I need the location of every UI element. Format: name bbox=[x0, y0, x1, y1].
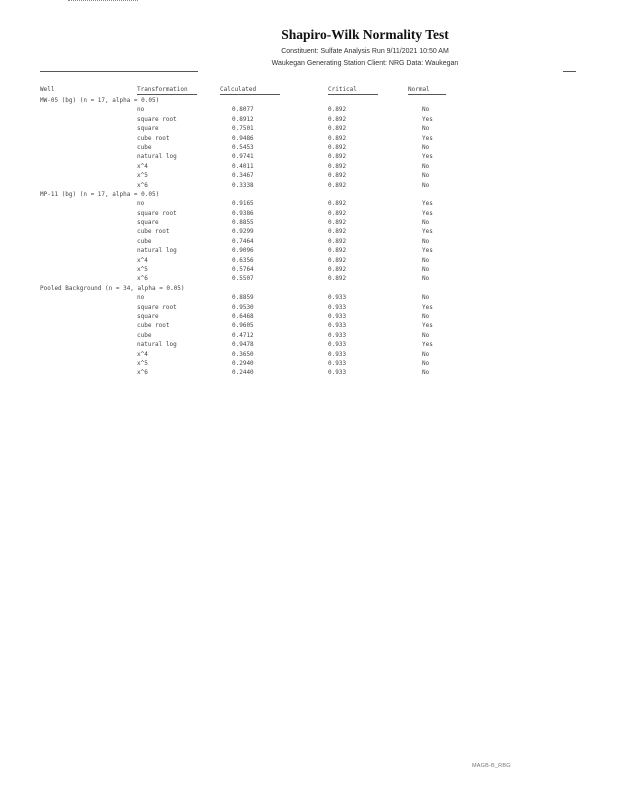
cell-critical: 0.892 bbox=[328, 247, 347, 255]
cell-critical: 0.892 bbox=[328, 162, 347, 170]
cell-calculated: 0.3338 bbox=[232, 181, 254, 189]
well-group-label: MP-11 (bg) (n = 17, alpha = 0.05) bbox=[40, 190, 160, 198]
cell-critical: 0.933 bbox=[328, 294, 347, 302]
cell-transformation: natural log bbox=[137, 341, 177, 349]
table-row bbox=[40, 312, 460, 321]
table-row bbox=[40, 227, 460, 236]
cell-transformation: x^6 bbox=[137, 181, 148, 189]
cell-critical: 0.892 bbox=[328, 228, 347, 236]
table-header bbox=[40, 86, 460, 96]
cell-transformation: no bbox=[137, 200, 145, 208]
cell-normal: No bbox=[422, 181, 430, 189]
cell-calculated: 0.6468 bbox=[232, 312, 254, 320]
cell-normal: No bbox=[422, 256, 430, 264]
cell-normal: Yes bbox=[422, 341, 433, 349]
cell-calculated: 0.9530 bbox=[232, 303, 254, 311]
cell-normal: Yes bbox=[422, 200, 433, 208]
table-row bbox=[40, 359, 460, 368]
cell-calculated: 0.2440 bbox=[232, 369, 254, 377]
cell-transformation: x^5 bbox=[137, 266, 148, 274]
cell-normal: No bbox=[422, 359, 430, 367]
col-header-calculated: Calculated bbox=[220, 86, 280, 95]
cell-normal: Yes bbox=[422, 134, 433, 142]
report-subtitle-analysis: Constituent: Sulfate Analysis Run 9/11/2021 10:50 AM bbox=[281, 48, 449, 55]
cell-normal: No bbox=[422, 162, 430, 170]
table-row bbox=[40, 124, 460, 133]
header-divider-left bbox=[40, 71, 198, 72]
cell-normal: No bbox=[422, 106, 430, 114]
cell-transformation: square root bbox=[137, 209, 177, 217]
table-row bbox=[40, 340, 460, 349]
table-row bbox=[40, 350, 460, 359]
cell-critical: 0.933 bbox=[328, 369, 347, 377]
report-title: Shapiro-Wilk Normality Test bbox=[281, 27, 449, 42]
page-top-mark bbox=[68, 0, 138, 3]
col-header-critical: Critical bbox=[328, 86, 378, 95]
cell-transformation: x^5 bbox=[137, 172, 148, 180]
cell-critical: 0.892 bbox=[328, 200, 347, 208]
cell-normal: No bbox=[422, 219, 430, 227]
table-row bbox=[40, 303, 460, 312]
well-group-label: Pooled Background (n = 34, alpha = 0.05) bbox=[40, 284, 185, 292]
cell-calculated: 0.3467 bbox=[232, 172, 254, 180]
cell-normal: No bbox=[422, 350, 430, 358]
cell-calculated: 0.9386 bbox=[232, 209, 254, 217]
table-row bbox=[40, 274, 460, 283]
cell-calculated: 0.2940 bbox=[232, 359, 254, 367]
cell-calculated: 0.4011 bbox=[232, 162, 254, 170]
cell-critical: 0.892 bbox=[328, 256, 347, 264]
cell-critical: 0.892 bbox=[328, 266, 347, 274]
cell-transformation: square bbox=[137, 125, 159, 133]
table-row bbox=[40, 181, 460, 190]
cell-calculated: 0.4712 bbox=[232, 331, 254, 339]
cell-critical: 0.892 bbox=[328, 237, 347, 245]
cell-normal: No bbox=[422, 331, 430, 339]
cell-calculated: 0.5764 bbox=[232, 266, 254, 274]
table-row bbox=[40, 218, 460, 227]
cell-transformation: square bbox=[137, 312, 159, 320]
cell-transformation: x^6 bbox=[137, 369, 148, 377]
cell-normal: No bbox=[422, 143, 430, 151]
col-header-transformation: Transformation bbox=[137, 86, 197, 95]
cell-critical: 0.933 bbox=[328, 303, 347, 311]
cell-transformation: cube root bbox=[137, 228, 170, 236]
cell-normal: Yes bbox=[422, 228, 433, 236]
cell-calculated: 0.8855 bbox=[232, 219, 254, 227]
table-row bbox=[40, 152, 460, 161]
cell-critical: 0.892 bbox=[328, 134, 347, 142]
cell-normal: No bbox=[422, 294, 430, 302]
cell-critical: 0.933 bbox=[328, 350, 347, 358]
cell-critical: 0.892 bbox=[328, 125, 347, 133]
cell-transformation: square bbox=[137, 219, 159, 227]
table-row bbox=[40, 115, 460, 124]
cell-normal: Yes bbox=[422, 303, 433, 311]
report-subtitle-site: Waukegan Generating Station Client: NRG Data: Waukegan bbox=[271, 60, 459, 67]
cell-normal: No bbox=[422, 237, 430, 245]
table-row bbox=[40, 105, 460, 114]
table-row bbox=[40, 171, 460, 180]
cell-normal: Yes bbox=[422, 322, 433, 330]
cell-transformation: x^6 bbox=[137, 275, 148, 283]
results-table bbox=[40, 86, 460, 378]
cell-calculated: 0.7464 bbox=[232, 237, 254, 245]
cell-transformation: x^4 bbox=[137, 162, 148, 170]
cell-critical: 0.933 bbox=[328, 341, 347, 349]
table-row bbox=[40, 265, 460, 274]
cell-calculated: 0.5507 bbox=[232, 275, 254, 283]
cell-critical: 0.892 bbox=[328, 209, 347, 217]
cell-normal: No bbox=[422, 266, 430, 274]
cell-transformation: x^4 bbox=[137, 350, 148, 358]
cell-transformation: x^4 bbox=[137, 256, 148, 264]
cell-critical: 0.933 bbox=[328, 331, 347, 339]
table-row bbox=[40, 143, 460, 152]
table-row bbox=[40, 199, 460, 208]
cell-transformation: square root bbox=[137, 303, 177, 311]
cell-critical: 0.933 bbox=[328, 359, 347, 367]
cell-critical: 0.892 bbox=[328, 153, 347, 161]
cell-normal: No bbox=[422, 312, 430, 320]
cell-critical: 0.892 bbox=[328, 143, 347, 151]
cell-calculated: 0.3650 bbox=[232, 350, 254, 358]
cell-calculated: 0.9165 bbox=[232, 200, 254, 208]
cell-normal: No bbox=[422, 125, 430, 133]
cell-calculated: 0.5453 bbox=[232, 143, 254, 151]
col-header-normal: Normal bbox=[408, 86, 446, 95]
cell-normal: Yes bbox=[422, 115, 433, 123]
cell-calculated: 0.9096 bbox=[232, 247, 254, 255]
cell-transformation: cube bbox=[137, 143, 152, 151]
cell-critical: 0.933 bbox=[328, 322, 347, 330]
cell-normal: Yes bbox=[422, 153, 433, 161]
cell-calculated: 0.6356 bbox=[232, 256, 254, 264]
cell-normal: Yes bbox=[422, 247, 433, 255]
table-row bbox=[40, 246, 460, 255]
cell-transformation: no bbox=[137, 294, 145, 302]
cell-calculated: 0.8859 bbox=[232, 294, 254, 302]
cell-calculated: 0.8077 bbox=[232, 106, 254, 114]
header-divider-right bbox=[563, 71, 576, 72]
table-row bbox=[40, 162, 460, 171]
cell-transformation: cube bbox=[137, 331, 152, 339]
cell-critical: 0.892 bbox=[328, 115, 347, 123]
cell-normal: Yes bbox=[422, 209, 433, 217]
cell-critical: 0.892 bbox=[328, 219, 347, 227]
cell-normal: No bbox=[422, 172, 430, 180]
cell-calculated: 0.9478 bbox=[232, 341, 254, 349]
table-row bbox=[40, 209, 460, 218]
cell-critical: 0.892 bbox=[328, 275, 347, 283]
cell-calculated: 0.9299 bbox=[232, 228, 254, 236]
table-row bbox=[40, 237, 460, 246]
cell-transformation: x^5 bbox=[137, 359, 148, 367]
cell-calculated: 0.8912 bbox=[232, 115, 254, 123]
table-row bbox=[40, 293, 460, 302]
cell-calculated: 0.7501 bbox=[232, 125, 254, 133]
cell-transformation: cube root bbox=[137, 322, 170, 330]
cell-transformation: cube root bbox=[137, 134, 170, 142]
cell-transformation: no bbox=[137, 106, 145, 114]
cell-transformation: natural log bbox=[137, 247, 177, 255]
table-row bbox=[40, 256, 460, 265]
cell-normal: No bbox=[422, 369, 430, 377]
table-row bbox=[40, 331, 460, 340]
footer-code: MAGB-B_RBG bbox=[472, 763, 511, 769]
table-body bbox=[40, 96, 460, 378]
col-header-well: Well bbox=[40, 86, 55, 93]
cell-critical: 0.892 bbox=[328, 106, 347, 114]
cell-critical: 0.933 bbox=[328, 312, 347, 320]
cell-calculated: 0.9741 bbox=[232, 153, 254, 161]
cell-transformation: cube bbox=[137, 237, 152, 245]
cell-critical: 0.892 bbox=[328, 181, 347, 189]
cell-normal: No bbox=[422, 275, 430, 283]
well-group-label: MW-05 (bg) (n = 17, alpha = 0.05) bbox=[40, 97, 160, 104]
table-row bbox=[40, 368, 460, 377]
cell-transformation: square root bbox=[137, 115, 177, 123]
table-row bbox=[40, 134, 460, 143]
cell-calculated: 0.9486 bbox=[232, 134, 254, 142]
cell-critical: 0.892 bbox=[328, 172, 347, 180]
table-row bbox=[40, 321, 460, 330]
cell-transformation: natural log bbox=[137, 153, 177, 161]
cell-calculated: 0.9605 bbox=[232, 322, 254, 330]
